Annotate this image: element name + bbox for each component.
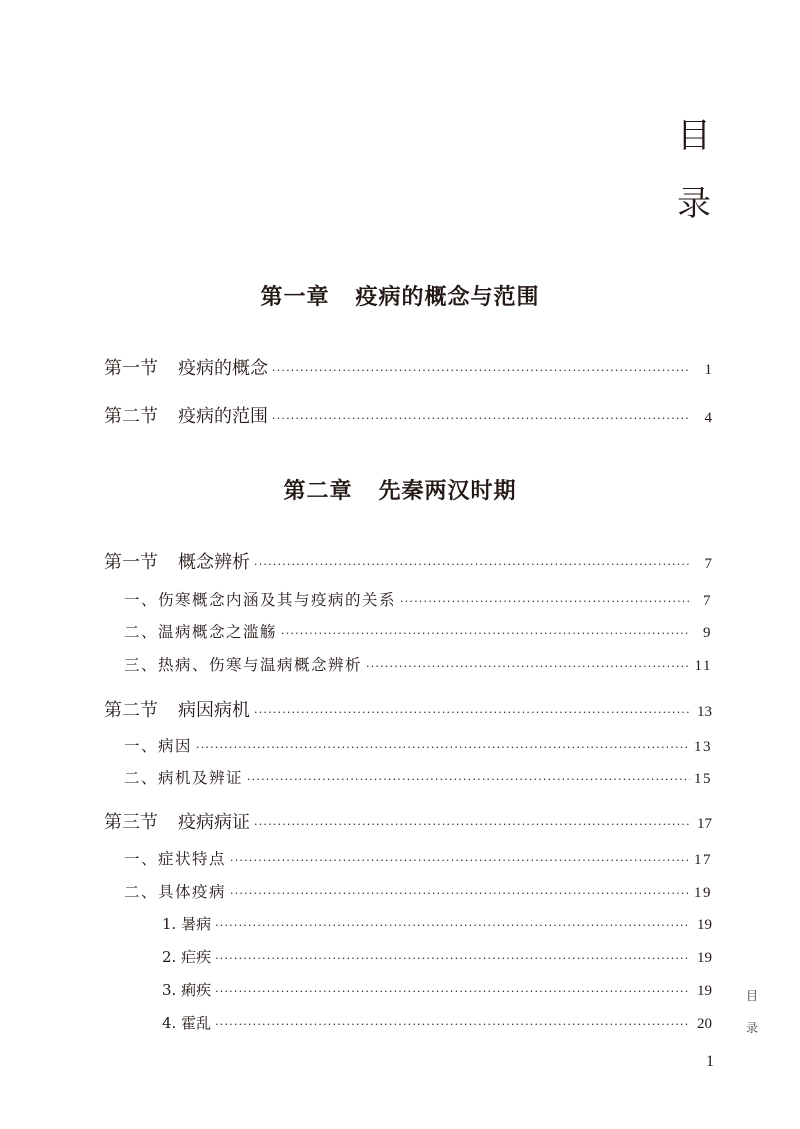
item-title: 1. 暑病 bbox=[162, 915, 212, 933]
page-number: 7 bbox=[703, 593, 712, 609]
leader-dots bbox=[254, 558, 690, 571]
chapter-title: 疫病的概念与范围 bbox=[355, 284, 540, 310]
page-number: 19 bbox=[694, 885, 712, 901]
toc-section-entry[interactable] bbox=[104, 402, 712, 428]
leader-dots bbox=[230, 854, 690, 867]
side-tab-label bbox=[744, 980, 760, 1044]
subsection-title: 一、症状特点 bbox=[124, 850, 227, 868]
page-number: 19 bbox=[697, 983, 712, 999]
toc-section-entry[interactable] bbox=[104, 548, 712, 574]
page-number: 17 bbox=[697, 816, 712, 832]
page-number: 9 bbox=[703, 625, 712, 641]
toc-section-entry[interactable] bbox=[104, 354, 712, 380]
toc-item-entry[interactable] bbox=[162, 946, 712, 967]
subsection-title: 二、病机及辨证 bbox=[124, 769, 244, 787]
page-title bbox=[674, 102, 714, 238]
section-title: 疫病的概念 bbox=[178, 358, 268, 379]
page-number: 13 bbox=[697, 704, 712, 720]
page-title-char: 目 bbox=[677, 116, 711, 156]
page-number: 7 bbox=[704, 556, 712, 572]
chapter-title: 先秦两汉时期 bbox=[378, 478, 517, 504]
subsection-title: 一、病因 bbox=[124, 737, 193, 755]
page-number: 20 bbox=[697, 1016, 712, 1032]
toc-subsection-entry[interactable] bbox=[124, 880, 712, 902]
leader-dots bbox=[247, 773, 690, 786]
section-title: 病因病机 bbox=[178, 700, 250, 721]
section-number: 第二节 bbox=[104, 700, 158, 721]
page-title-char: 录 bbox=[677, 184, 711, 224]
folio-page-number: 1 bbox=[706, 1053, 714, 1070]
leader-dots bbox=[254, 818, 690, 831]
item-title: 2. 疟疾 bbox=[162, 948, 212, 966]
page-number: 13 bbox=[694, 739, 712, 755]
leader-dots bbox=[196, 741, 690, 754]
chapter-number: 第一章 bbox=[260, 284, 330, 310]
leader-dots bbox=[366, 660, 690, 673]
page-number: 19 bbox=[697, 917, 712, 933]
toc-item-entry[interactable] bbox=[162, 1012, 712, 1033]
leader-dots bbox=[400, 595, 690, 608]
toc-subsection-entry[interactable] bbox=[124, 620, 712, 642]
leader-dots bbox=[230, 887, 690, 900]
item-title: 4. 霍乱 bbox=[162, 1014, 212, 1032]
leader-dots bbox=[215, 1018, 690, 1031]
toc-item-entry[interactable] bbox=[162, 913, 712, 934]
section-title: 疫病的范围 bbox=[178, 406, 268, 427]
page-number: 17 bbox=[694, 852, 712, 868]
subsection-title: 三、热病、伤寒与温病概念辨析 bbox=[124, 656, 363, 674]
leader-dots bbox=[254, 706, 690, 719]
section-number: 第一节 bbox=[104, 552, 158, 573]
toc-item-entry[interactable] bbox=[162, 979, 712, 1000]
page-number: 1 bbox=[704, 362, 712, 378]
toc-section-entry[interactable] bbox=[104, 696, 712, 722]
section-title: 疫病病证 bbox=[178, 812, 250, 833]
toc-subsection-entry[interactable] bbox=[124, 734, 712, 756]
leader-dots bbox=[215, 952, 690, 965]
page-number: 15 bbox=[694, 771, 712, 787]
section-number: 第三节 bbox=[104, 812, 158, 833]
chapter-heading bbox=[0, 280, 800, 311]
section-number: 第二节 bbox=[104, 406, 158, 427]
page-number: 19 bbox=[697, 950, 712, 966]
toc-subsection-entry[interactable] bbox=[124, 653, 712, 675]
side-tab-char: 目 bbox=[745, 989, 758, 1003]
section-number: 第一节 bbox=[104, 358, 158, 379]
page-number: 4 bbox=[704, 410, 712, 426]
toc-section-entry[interactable] bbox=[104, 808, 712, 834]
leader-dots bbox=[281, 627, 690, 640]
chapter-number: 第二章 bbox=[283, 478, 353, 504]
toc-subsection-entry[interactable] bbox=[124, 847, 712, 869]
leader-dots bbox=[272, 364, 690, 377]
item-title: 3. 痢疾 bbox=[162, 981, 212, 999]
subsection-title: 一、伤寒概念内涵及其与疫病的关系 bbox=[124, 591, 397, 609]
toc-subsection-entry[interactable] bbox=[124, 588, 712, 610]
subsection-title: 二、温病概念之滥觞 bbox=[124, 623, 278, 641]
section-title: 概念辨析 bbox=[178, 552, 250, 573]
subsection-title: 二、具体疫病 bbox=[124, 883, 227, 901]
leader-dots bbox=[272, 412, 690, 425]
leader-dots bbox=[215, 919, 690, 932]
chapter-heading bbox=[0, 474, 800, 505]
leader-dots bbox=[215, 985, 690, 998]
page-number: 11 bbox=[694, 658, 712, 674]
toc-subsection-entry[interactable] bbox=[124, 766, 712, 788]
side-tab-char: 录 bbox=[745, 1021, 758, 1035]
